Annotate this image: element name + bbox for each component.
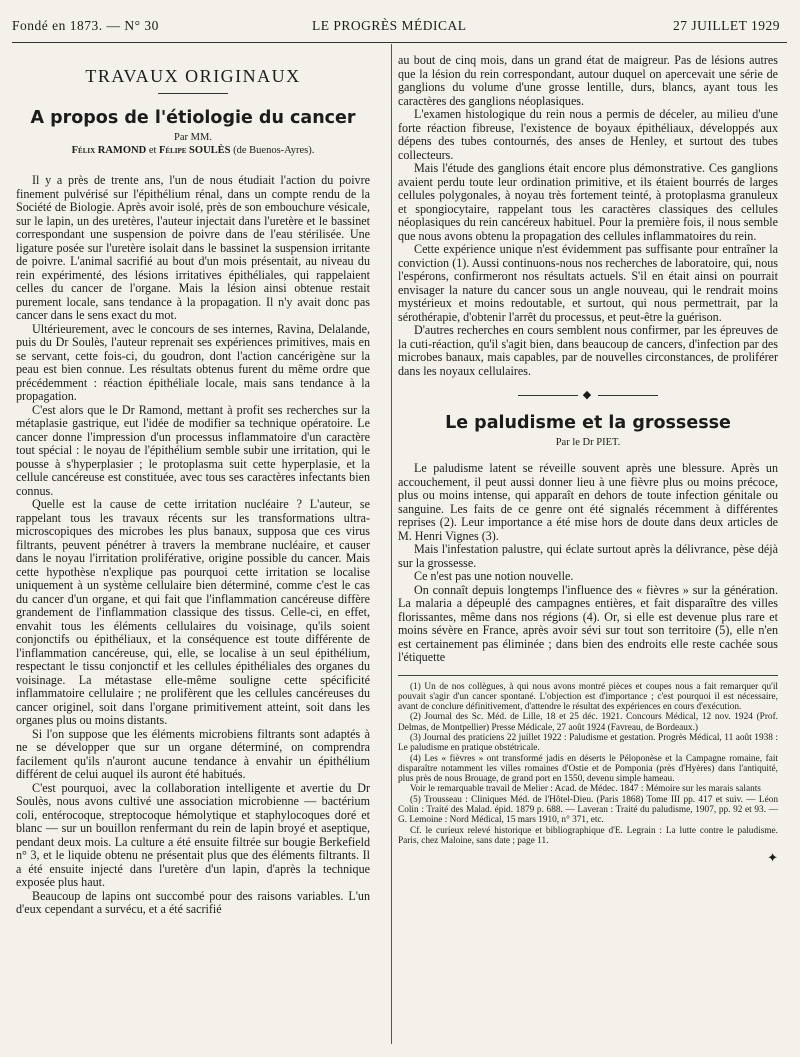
paragraph: Cette expérience unique n'est évidemment pas suffisante pour entraîner la conviction (1). Aussi continuons-nous nos recherches de laboratoire, qui, nous l'espérons, confirmeront nos résultats actuels. S'il en était ainsi on pourrait envisager la nature du cancer sous un angle nouveau, qui le rendrait moins mystérieux et moins redoutable, et surtout, qui nous permettrait, par la sérothérapie, d'obtenir l'arrêt du processus, et peut-être la guérison. (398, 242, 778, 324)
footnote: Voir le remarquable travail de Melier : Acad. de Médec. 1847 : Mémoire sur les marais salants (410, 784, 761, 795)
paragraph: au bout de cinq mois, dans un grand état de maigreur. Pas de lésions autres que la lésion du rein correspondant, autour duquel on apercevait une série de ganglions du volume d'une grosse lentille, durs, blancs, ayant tous les caractères des ganglions néoplasiques. (398, 53, 778, 108)
paragraph: Mais l'étude des ganglions était encore plus démonstrative. Ces ganglions avaient perdu toute leur ordination primitive, et ils étaient bourrés de larges cellules polygonales, à noyau très fortement teinté, à protoplasma granuleux et spongiocytaire, rappelant tous les caractères classiques des cellules néoplasiques du rein cancéreux habituel. Pour la première fois, il nous semble que nous avons obtenu la propagation des cellules inflammatoires du rein. (398, 161, 778, 243)
footnote: (5) Trousseau : Cliniques Méd. de l'Hôtel-Dieu. (Paris 1868) Tome III pp. 417 et suiv. — Léon Colin : Traité des Malad. épid. 1879 p. 688. — Laveran : Traité du paludisme, 1907, pp. 92 et 93. — G. Lemoine : Nord Médical, 15 mars 1910, n° 371, etc. (398, 794, 778, 826)
byline-authors (16, 145, 370, 156)
paragraph: L'examen histologique du rein nous a permis de déceler, au milieu d'une forte réaction fibreuse, l'existence de boyaux épithéliaux, développés aux dépens des tubes contournés, des anses de Henley, et surtout des tubes collecteurs. (398, 107, 778, 162)
footnote: (4) Les « fièvres » ont transformé jadis en déserts le Péloponèse et la Campagne romaine, fait disparaître notamment les villes romaines d'Ostie et de Pomponia (près d'Hyères) dans l'antiquité, plus près de nous Brouage, de grand port en 1550, devenu simple hameau. (398, 753, 778, 785)
article-body-paludisme (398, 462, 778, 665)
paragraph: Beaucoup de lapins ont succombé pour des raisons variables. L'un d'eux cependant a survécu, et a été sacrifié (16, 888, 370, 916)
left-column (16, 66, 370, 917)
footnote: Cf. le curieux relevé historique et bibliographique d'E. Legrain : La lutte contre le paludisme. Paris, chez Maloine, sans date ; page 11. (398, 825, 778, 846)
journal-title: LE PROGRÈS MÉDICAL (312, 18, 467, 33)
paragraph: C'est alors que le Dr Ramond, mettant à profit ses recherches sur la métaplasie gastrique, eut l'idée de modifier sa technique opératoire. Le cancer donne l'impression d'un processus inflammatoire d'un caractère tout spécial : le noyau de l'épithélium semble subir une irritation, qui le pousse à s'hyperplasier ; le protoplasma suit cette hyperplasie, et la cellule cancéreuse est constituée, avec tous ses caractères infectants bien connus. (16, 402, 370, 498)
end-ornament-icon: ✦ (767, 850, 778, 866)
article-title: A propos de l'étiologie du cancer (30, 108, 356, 128)
paragraph: Mais l'infestation palustre, qui éclate surtout après la délivrance, pèse déjà sur la grossesse. (398, 542, 778, 570)
author-ramond: Félix RAMOND (71, 145, 147, 156)
paragraph: Quelle est la cause de cette irritation nucléaire ? L'auteur, se rappelant tous les travaux récents sur les transformations ultra-microscopiques des microbes les plus banaux, supposa que ces virus filtrants, peuvent pénétrer à travers la membrane nucléaire, et causer dans le noyau l'irritation proliférative, origine possible du cancer. Mais cette hypothèse n'explique pas pourquoi cette irritation se localise uniquement à un système cellulaire bien déterminé, comme c'est le cas du cancer d'un organe, et qui fait que l'inflammation cancéreuse diffère grandement de l'inflammation classique des tissus. Celle-ci, en effet, envahit tous les éléments cellulaires du voisinage, qu'ils soient conjonctifs ou épithéliaux, et la conséquence est toute différente de l'inflammation cancéreuse, qui, elle, se localise à un seul épithélium, respectant le tissu conjonctif et les cellules épithéliales des organes du voisinage. La métastase elle-même souligne cette spécificité inflammatoire cellulaire ; ne prolifèrent que les cellules cancéreuses du cancer originel, soit dans l'organe primitivement atteint, soit dans les organes plus ou moins distants. (16, 497, 370, 727)
paragraph: D'autres recherches en cours semblent nous confirmer, par les épreuves de la cuti-réaction, qu'il s'agit bien, dans beaucoup de cancers, d'infection par des microbes banaux, mais capables, par de nouvelles circonstances, de proliférer dans les noyaux cellulaires. (398, 323, 778, 378)
paragraph: Ultérieurement, avec le concours de ses internes, Ravina, Delalande, puis du Dr Soulès, l'auteur reprenait ses expériences primitives, mais en se servant, cette fois-ci, du goudron, dont l'action cancérigène sur la peau est bien connue. Les résultats obtenus furent du même ordre que précédemment : réaction épithéliale locale, mais sans tendance à la propagation. (16, 321, 370, 403)
paragraph: C'est pourquoi, avec la collaboration intelligente et avertie du Dr Soulès, nous avons cultivé une association microbienne — bactérium coli, entérocoque, streptocoque hémolytique et staphylocoques doré et blanc — sur un bouillon renfermant du rein de lapin broyé et aseptique, pendant deux mois. La culture a été ensuite filtrée sur bougie Berkefield n° 3, et le liquide obtenu ne présentait plus que des éléments filtrants. Il a été ensuite injecté dans l'uretère d'un lapin, d'après la technique exposée plus haut. (16, 780, 370, 889)
column-rule (391, 44, 392, 1044)
right-column (398, 54, 778, 866)
paragraph: Si l'on suppose que les éléments microbiens filtrants sont adaptés à ne se développer que sur un organe déterminé, on comprendra facilement qu'ils n'auront aucune tendance à envahir un épithélium différent de celui auquel ils auront été habitués. (16, 726, 370, 781)
paragraph: On connaît depuis longtemps l'influence des « fièvres » sur la génération. La malaria a dépeuplé des campagnes entières, et fait disparaître des villes florissantes, même dans nos régions (4). Or, si elle est devenue plus rare et moins sévère en France, après avoir sévi sur tout son territoire (5), elle n'en est certainement pas éliminée ; dans bien des endroits elle reste cachée sous l'étiquette (398, 582, 778, 664)
byline-piet: Par le Dr PIET. (555, 437, 621, 448)
footnote: (3) Journal des praticiens 22 juillet 1922 : Paludisme et gestation. Progrès Médical, 11 août 1938 : Le paludisme en pratique obstétricale. (398, 732, 778, 754)
issue-date: 27 JUILLET 1929 (673, 18, 780, 33)
byline-place: (de Buenos-Ayres). (233, 145, 315, 156)
footnote: (2) Journal des Sc. Méd. de Lille, 18 et 25 déc. 1921. Concours Médical, 12 nov. 1924 (Prof. Delmas, de Montpellier) Presse Médicale, 27 août 1924 (Favreau, de Bordeaux.) (398, 712, 778, 733)
byline-prefix: Par MM. (174, 132, 212, 143)
running-head (12, 18, 792, 40)
paragraph: Il y a près de trente ans, l'un de nous étudiait l'action du poivre finement pulvérisé sur l'épithélium rénal, dans un compte rendu de la Société de Biologie. Après avoir isolé, près de son embouchure vésicale, sur le lapin, un des uretères, l'auteur injectait dans l'uretère et le bassinet correspondant une suspension de poivre dans de l'eau stérilisée. Une ligature posée sur l'uretère isolait dans le bassinet la suspension irritante de poivre. L'animal sacrifié au bout d'un mois présentait, au niveau du rein expérimenté, des lésions irritatives épithéliales, qui rappelaient celles du cancer de l'organe. Mais la lésion ainsi obtenue restait purement locale, sans tendance à la propagation. Il n'y avait donc pas cancer dans le sens exact du mot. (16, 173, 370, 322)
section-heading: TRAVAUX ORIGINAUX (85, 66, 301, 86)
footnote: (1) Un de nos collègues, à qui nous avons montré pièces et coupes nous a fait remarquer qu'il pouvait s'agir d'un cancer spontané. L'objection est d'importance ; c'est pourquoi il est nécessaire, avant de conclure définitivement, d'attendre le résultat des expériences en cours d'exécution. (398, 681, 778, 713)
header-rule (12, 42, 787, 43)
footnotes (398, 675, 778, 847)
section-rule (158, 93, 228, 94)
paragraph: Le paludisme latent se réveille souvent après une blessure. Après un accouchement, il peut aussi donner lieu à une fièvre plus ou moins précoce, plus ou moins intense, qui apparaît en dehors de toute infection génitale ou sanguine. Les faits de ce genre ont été signalés récemment à différentes reprises (2). Leur importance a été mise hors de doute dans deux articles de M. Henri Vignes (3). (398, 461, 778, 543)
article-body (16, 174, 370, 917)
paragraph: Ce n'est pas une notion nouvelle. (414, 569, 574, 583)
separator-ornament: ◆ (398, 388, 778, 401)
byline-conjunction: et (148, 145, 157, 156)
running-head-founded: Fondé en 1873. — N° 30 (12, 18, 159, 33)
article-continuation (398, 54, 778, 378)
article-title-paludisme: Le paludisme et la grossesse (445, 413, 731, 433)
author-soules: Félipe SOULÈS (159, 145, 231, 156)
